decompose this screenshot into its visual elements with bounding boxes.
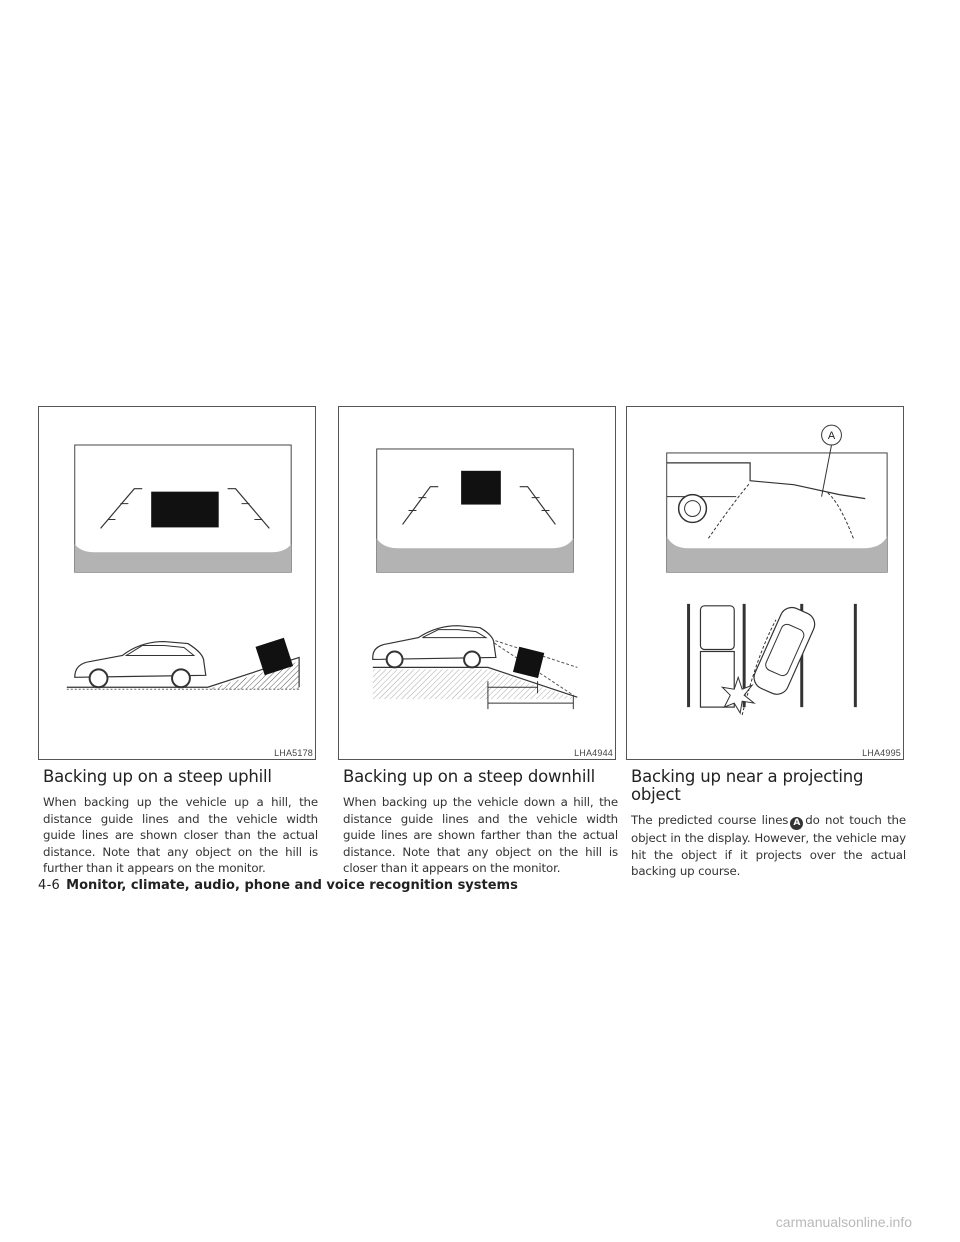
column-projecting-object bbox=[626, 406, 906, 880]
section-heading: Backing up on a steep downhill bbox=[343, 767, 595, 786]
uphill-illustration bbox=[39, 407, 315, 759]
watermark: carmanualsonline.info bbox=[775, 1214, 912, 1230]
section-body bbox=[631, 812, 906, 880]
body-text-after: do not touch the object in the display. However, the vehicle may hit the object if it projects over the actual backing up course. bbox=[631, 813, 906, 879]
page-number: 4-6 bbox=[38, 878, 61, 893]
section-heading: Backing up on a steep uphill bbox=[43, 767, 272, 786]
figure-code: LHA4944 bbox=[574, 748, 613, 758]
page-footer bbox=[38, 878, 518, 893]
projecting-object-illustration bbox=[627, 407, 903, 759]
section-body: When backing up the vehicle down a hill, the distance guide lines and the vehicle width guide lines are shown farther than the actual distance. Note that any object on the hill is closer than it appears on the monitor. bbox=[343, 795, 618, 876]
callout-a-icon: A bbox=[790, 817, 803, 830]
figure-code: LHA4995 bbox=[862, 748, 901, 758]
column-downhill bbox=[338, 406, 618, 877]
body-text-before: The predicted course lines bbox=[631, 813, 789, 827]
section-heading: Backing up near a projecting object bbox=[631, 767, 864, 804]
downhill-illustration bbox=[339, 407, 615, 759]
section-body: When backing up the vehicle up a hill, the distance guide lines and the vehicle width guide lines are shown closer than the actual distance. Note that any object on the hill is further than it appears on the monitor. bbox=[43, 795, 318, 876]
column-uphill bbox=[38, 406, 318, 877]
figure-downhill bbox=[338, 406, 616, 760]
chapter-title: Monitor, climate, audio, phone and voice recognition systems bbox=[66, 878, 518, 893]
callout-a-label: A bbox=[827, 430, 836, 443]
figure-uphill bbox=[38, 406, 316, 760]
figure-code: LHA5178 bbox=[274, 748, 313, 758]
figure-projecting-object bbox=[626, 406, 904, 760]
